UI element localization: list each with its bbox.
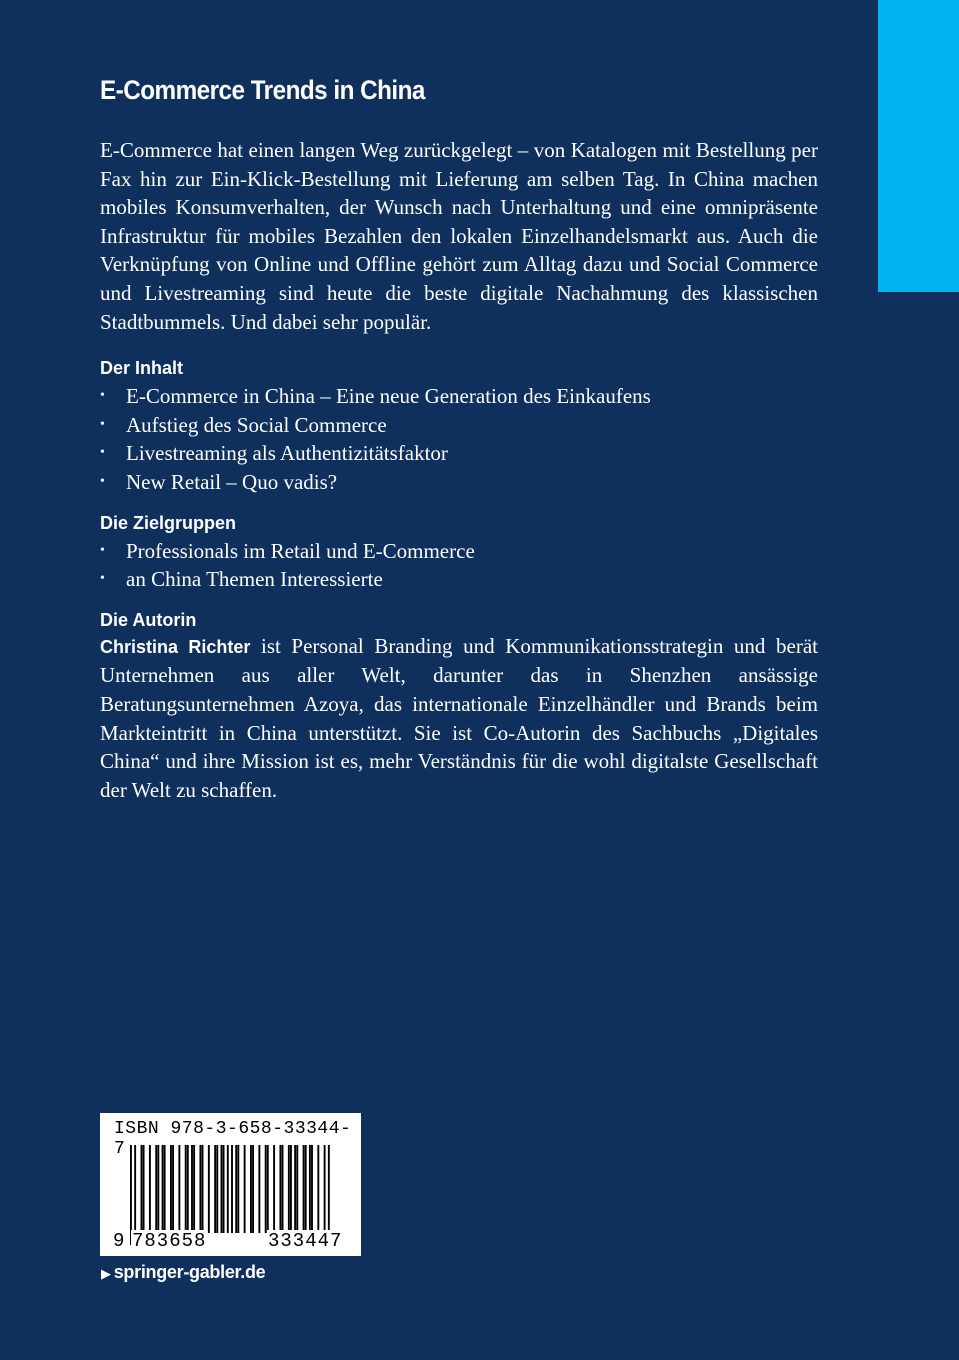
ean-digits (100, 1230, 361, 1252)
barcode-bar (162, 1145, 164, 1233)
barcode-bar (311, 1145, 313, 1233)
bullet-dot-icon: • (100, 445, 105, 461)
barcode-bar (214, 1145, 216, 1233)
barcode-bar (309, 1145, 311, 1233)
barcode-bar (252, 1145, 254, 1233)
barcode-bar (143, 1145, 145, 1233)
barcode-bar (155, 1145, 157, 1233)
barcode-bar (172, 1145, 174, 1233)
audience-list (100, 537, 818, 594)
intro-paragraph: E-Commerce hat einen langen Weg zurückgelegt – von Katalogen mit Bestellung per Fax hin zur Ein-Klick-Bestellung mit Lieferung am selben Tag. In China machen mobiles Konsumverhalten, der Wunsch nach Unterhaltung und eine omnipräsente Infrastruktur für mobiles Bezahlen den lokalen Einzelhandelsmarkt aus. Auch die Verknüpfung von Online und Offline gehört zum Alltag dazu und Social Commerce und Livestreaming sind heute die beste digitale Nachahmung des klassischen Stadtbummels. Und dabei sehr populär. (100, 138, 818, 334)
barcode-bar (231, 1145, 233, 1233)
back-cover-content (100, 70, 818, 804)
bullet-dot-icon: • (100, 473, 105, 489)
author-bio: Christina Richter ist Personal Branding und Kommunikationsstrategin und berät Unternehmen aus aller Welt, darunter das in Shenzhen ansässige Beratungsunternehmen Azoya, das internationale Einzelhändler und Brands beim Markteintritt in China unterstützt. Sie ist Co-Autorin des Sachbuchs „Digitales China“ und ihre Mission ist es, mehr Verständnis für die wohl digitalste Gesellschaft der Welt zu schaffen. (100, 633, 819, 802)
barcode-bar (290, 1145, 292, 1233)
isbn-barcode (100, 1113, 361, 1256)
author-name: Christina Richter (100, 636, 251, 657)
barcode-bar (250, 1145, 252, 1233)
contents-list (100, 382, 818, 496)
barcode-bar (170, 1145, 172, 1233)
author-heading: Die Autorin (100, 609, 197, 630)
barcode-bar (267, 1145, 269, 1233)
barcode-bar (149, 1145, 151, 1233)
barcode-bar (279, 1145, 281, 1233)
barcode-bar (294, 1145, 296, 1233)
barcode-bar (317, 1145, 319, 1233)
barcode-bar (157, 1145, 159, 1233)
list-item: • Livestreaming als Authentizitätsfaktor (100, 439, 818, 468)
barcode-bar (235, 1145, 237, 1233)
barcode-bar (141, 1145, 143, 1233)
barcode-bar (305, 1145, 307, 1233)
barcode-bar (223, 1145, 225, 1233)
barcode-bar (199, 1145, 201, 1233)
barcode-bar (282, 1145, 284, 1233)
barcode-bar (265, 1145, 267, 1233)
bullet-dot-icon: • (100, 388, 105, 404)
ean-left-group: 783658 (132, 1230, 207, 1252)
barcode-bar (227, 1145, 229, 1233)
barcode-bar (202, 1145, 204, 1233)
barcode-bar (193, 1145, 195, 1233)
bullet-dot-icon: • (100, 571, 105, 587)
barcode-bar (185, 1145, 187, 1233)
barcode-bar (258, 1145, 260, 1233)
accent-color-bar (878, 0, 959, 292)
barcode-bar (216, 1145, 218, 1233)
list-item: • Aufstieg des Social Commerce (100, 411, 818, 440)
list-item: • an China Themen Interessierte (100, 565, 818, 594)
barcode-bar (303, 1145, 305, 1233)
bullet-dot-icon: • (100, 542, 105, 558)
contents-heading: Der Inhalt (100, 358, 184, 379)
bullet-dot-icon: • (100, 416, 105, 432)
barcode-bar (296, 1145, 298, 1233)
list-item: • New Retail – Quo vadis? (100, 468, 818, 497)
page-title: E-Commerce Trends in China (100, 75, 425, 105)
barcode-bar (178, 1145, 180, 1233)
arrow-right-icon: ▶ (101, 1266, 111, 1281)
barcode-bar (273, 1145, 275, 1233)
list-item: • E-Commerce in China – Eine neue Generation des Einkaufens (100, 382, 818, 411)
list-item: • Professionals im Retail und E-Commerce (100, 537, 818, 566)
ean-right-group: 333447 (268, 1230, 343, 1252)
barcode-bar (288, 1145, 290, 1233)
barcode-bar (191, 1145, 193, 1233)
audience-heading: Die Zielgruppen (100, 512, 237, 533)
publisher-website[interactable]: ▶ springer-gabler.de (101, 1262, 266, 1282)
barcode-bar (164, 1145, 166, 1233)
ean-first-digit: 9 (113, 1230, 125, 1252)
barcode-bar (221, 1145, 223, 1233)
barcode-bar (237, 1145, 239, 1233)
barcode-bar (187, 1145, 189, 1233)
isbn-label: ISBN 978-3-658-33344-7 (114, 1119, 352, 1159)
barcode-bar (208, 1145, 210, 1233)
barcode-bar (244, 1145, 246, 1233)
